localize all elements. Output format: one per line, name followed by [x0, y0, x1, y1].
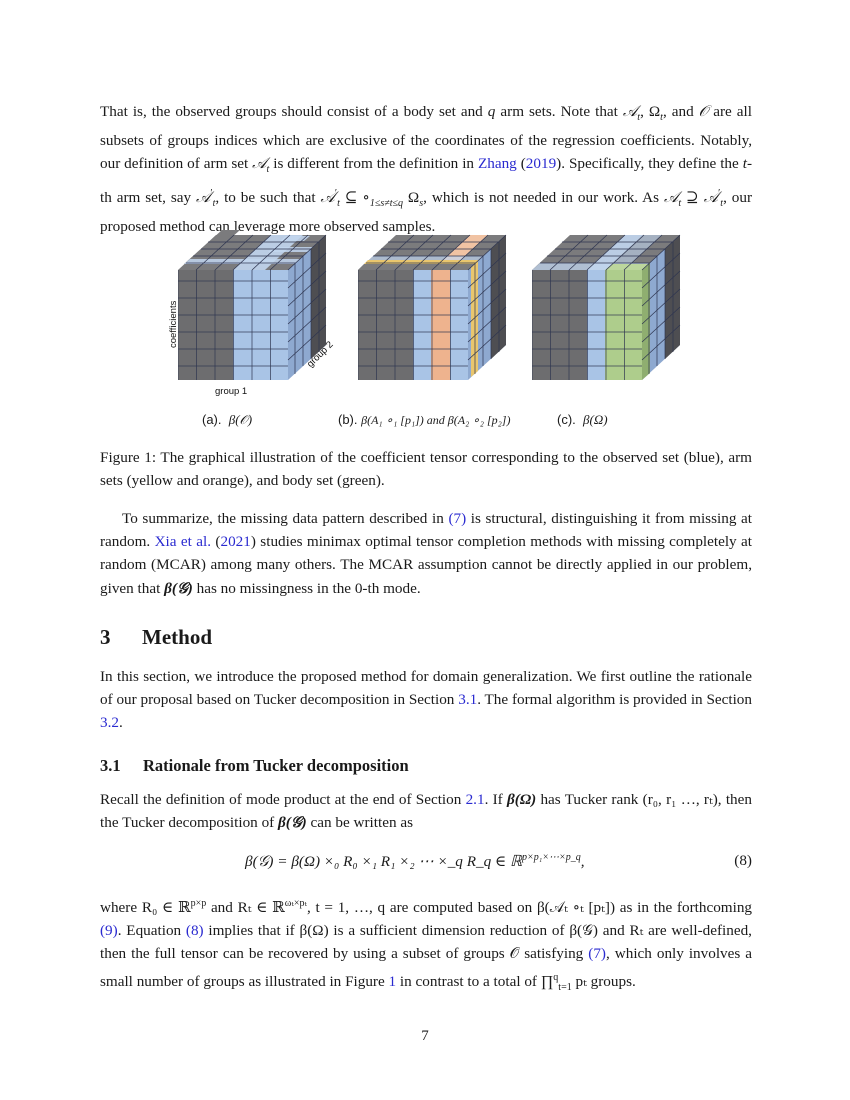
- equation-ref-9[interactable]: (9): [100, 922, 118, 940]
- label: (b).: [338, 412, 358, 427]
- citation-xia[interactable]: Xia et al.: [154, 533, 212, 551]
- sup: q: [553, 971, 559, 983]
- equation-ref-8[interactable]: (8): [185, 922, 204, 940]
- section-heading-method: [100, 625, 212, 650]
- math-A: 𝒜: [703, 188, 719, 206]
- text: and Rₜ ∈ ℝ: [206, 899, 285, 917]
- text: , Ω: [640, 103, 661, 120]
- axis-label-coefficients: coefficients: [168, 300, 179, 348]
- math-A: 𝒜: [320, 188, 335, 206]
- tensor-cubes-illustration: [160, 230, 720, 430]
- math-beta-G: β(𝒢): [164, 579, 193, 597]
- text: ⊇: [681, 188, 704, 206]
- equation-ref-7[interactable]: (7): [588, 945, 606, 963]
- figure-1: [160, 230, 720, 430]
- text: .: [118, 714, 123, 732]
- subsection-number: 3.1: [100, 756, 121, 775]
- text: Ω: [403, 188, 420, 206]
- citation-xia-year[interactable]: 2021: [220, 533, 251, 551]
- axis-label-group1: group 1: [215, 386, 248, 397]
- math-O: 𝒪: [698, 103, 709, 120]
- math-beta-G: β(𝒢): [278, 814, 307, 832]
- text: , and: [662, 103, 699, 120]
- text: can be written as: [306, 814, 414, 832]
- label: (a).: [202, 412, 222, 427]
- text: , which is not needed in our work. As: [423, 188, 664, 206]
- axis-label-group2: group 2: [305, 339, 336, 370]
- text: is different from the definition in: [269, 155, 478, 173]
- text: To summarize, the missing data pattern described in: [122, 510, 449, 527]
- equation-superscript: p×p₁×⋯×p_q: [522, 852, 581, 863]
- section-ref-3-1[interactable]: 3.1: [458, 691, 478, 709]
- sup: p×p: [190, 898, 207, 909]
- text: , our proposed method can leverage more observed samples.: [100, 188, 753, 235]
- equation-body: [245, 852, 585, 871]
- text: is structural, distinguishing it from missing at random.: [100, 510, 752, 551]
- label: (c).: [557, 412, 576, 427]
- text: -th arm set, say: [100, 155, 753, 206]
- figure-caption: Figure 1: The graphical illustration of the coefficient tensor corresponding to the observed set (blue), arm sets (yellow and orange), and body set (green).: [100, 449, 752, 490]
- cube-c-body-set: [532, 235, 680, 380]
- equation-ref-7[interactable]: (7): [448, 510, 467, 527]
- text: , to be such that: [215, 188, 321, 206]
- text: pₜ groups.: [571, 972, 636, 990]
- paragraph-tucker-recall: [100, 788, 752, 834]
- math: β(𝒪): [228, 412, 253, 427]
- text: in contrast to a total of ∏: [396, 972, 554, 990]
- math-t: t: [742, 155, 747, 173]
- section-title: Method: [142, 625, 212, 649]
- cube-b-arm-sets: [358, 235, 506, 380]
- equation-tail: ,: [580, 853, 585, 871]
- cube-a-observed-set: [178, 230, 326, 380]
- text: has no missingness in the 0-th mode.: [192, 579, 421, 597]
- text: studies minimax optimal tensor completion methods with missing completely at random (MCAR) among many others. The MCAR assumption cannot be directly applied in our problem, given that: [100, 533, 752, 597]
- text: where R₀ ∈ ℝ: [100, 899, 191, 917]
- paragraph-arm-sets: That is, the observed groups should consist of a body set and q arm sets. Note that 𝒜$_t$, $\Omega_t$, and 𝒪 are all subsets of groups indices which are exclusive of the coordinates of the regression coefficients. Notably, our definition of arm set 𝒜$_t$ is different from the definition in Zhang (2019). Specifically, they define the t-th arm set, say 𝒜′$_t$, to be such that 𝒜′$_t$ ⊆ $\circ_{1\le s\ne t\le q}$ $\Omega_s$, which is not needed in our work. As 𝒜$_t$ ⊇ 𝒜′$_t$, our proposed method can leverage more observed samples.: [100, 103, 753, 235]
- citation-zhang-year[interactable]: 2019: [525, 155, 557, 173]
- paragraph-missing-pattern: To summarize, the missing data pattern described in (7) is structural, distinguishing it from missing at random. Xia et al. (2021) studies minimax optimal tensor completion methods with missing completely at random (MCAR) among many others. The MCAR assumption cannot be directly applied in our problem, given that β(𝒢) has no missingness in the 0-th mode.: [100, 510, 752, 597]
- sup: ωₜ×pₜ: [284, 898, 307, 909]
- text: . If: [484, 791, 507, 808]
- paragraph-section-intro: [100, 665, 752, 735]
- math-A: 𝒜: [252, 155, 267, 173]
- subfigure-a-label: [202, 412, 252, 428]
- math-q: q: [487, 103, 496, 120]
- subsection-title: Rationale from Tucker decomposition: [143, 756, 409, 775]
- text: . Specifically, they define the: [561, 155, 743, 173]
- text: are all subsets of groups indices which are exclusive of the coordinates of the regression coefficients. Notably, our definition of arm set: [100, 103, 752, 173]
- figure-ref-1[interactable]: 1: [388, 972, 397, 990]
- math-A: 𝒜: [622, 103, 638, 120]
- math: β(A₁ ∘₁ [p₁]) and β(A₂ ∘₂ [p₂]): [361, 413, 511, 427]
- section-number: 3: [100, 625, 111, 649]
- math-beta-omega: β(Ω): [506, 791, 537, 808]
- text: has Tucker rank (r₀, r₁ …, rₜ), then the Tucker decomposition of: [100, 791, 752, 832]
- section-ref-3-2[interactable]: 3.2: [100, 714, 119, 732]
- text: Recall the definition of mode product at the end of Section: [100, 791, 466, 808]
- page-number: 7: [421, 1028, 429, 1044]
- equation-number: (8): [734, 852, 752, 869]
- text: In this section, we introduce the proposed method for domain generalization. We first outline the rationale of our proposal based on Tucker decomposition in Section: [100, 668, 752, 709]
- math-A: 𝒜: [196, 188, 211, 206]
- section-ref-2-1[interactable]: 2.1: [465, 791, 485, 808]
- math: β(Ω): [583, 412, 608, 427]
- equation-text: β(𝒢) = β(Ω) ×₀ R₀ ×₁ R₁ ×₂ ⋯ ×_q R_q ∈ ℝ: [245, 853, 523, 871]
- subsection-heading-rationale: [100, 756, 409, 776]
- text: , which only involves a small number of groups as illustrated in Figure: [100, 945, 753, 990]
- text: arm sets. Note that: [495, 103, 623, 120]
- text: , t = 1, …, q are computed based on β(𝒜ₜ ∘ₜ [pₜ]) as in the forthcoming: [306, 899, 753, 917]
- subfigure-b-label: [338, 412, 510, 428]
- math-range: 1≤s≠t≤q: [369, 197, 404, 209]
- text: That is, the observed groups should consist of a body set and: [100, 103, 488, 120]
- citation-zhang[interactable]: Zhang: [477, 155, 517, 173]
- text: . The formal algorithm is provided in Section: [477, 691, 752, 709]
- text: ⊆ ∘: [339, 188, 370, 206]
- paragraph-tucker-explanation: [100, 892, 752, 999]
- text: implies that if β(Ω) is a sufficient dimension reduction of β(𝒢) and Rₜ are well-defined, then the full tensor can be recovered by using a subset of groups 𝒪 satisfying: [100, 922, 752, 963]
- math-A: 𝒜: [663, 188, 679, 206]
- subfigure-c-label: [557, 412, 608, 428]
- text: . Equation: [117, 922, 186, 940]
- sub: t=1: [558, 981, 572, 993]
